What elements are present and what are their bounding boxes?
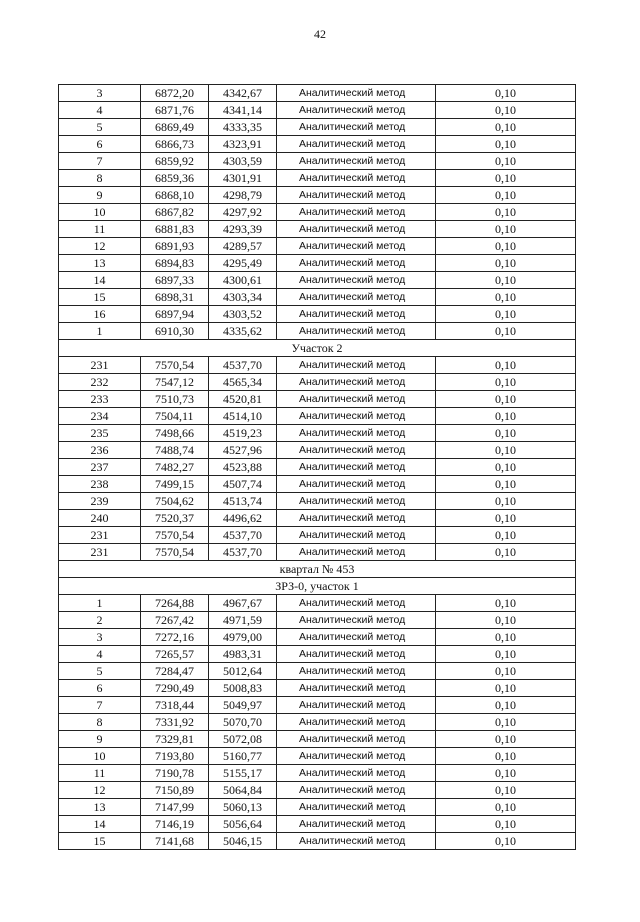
x-coordinate-cell: 6869,49 <box>141 119 209 136</box>
method-cell: Аналитический метод <box>277 255 436 272</box>
x-coordinate-cell: 7488,74 <box>141 442 209 459</box>
table-row <box>59 357 576 374</box>
point-number-cell: 12 <box>59 238 141 255</box>
accuracy-cell: 0,10 <box>436 170 576 187</box>
method-cell: Аналитический метод <box>277 663 436 680</box>
point-number-cell: 231 <box>59 527 141 544</box>
accuracy-cell: 0,10 <box>436 731 576 748</box>
table-row <box>59 544 576 561</box>
method-cell: Аналитический метод <box>277 374 436 391</box>
table-row <box>59 493 576 510</box>
method-cell: Аналитический метод <box>277 102 436 119</box>
point-number-cell: 240 <box>59 510 141 527</box>
y-coordinate-cell: 4971,59 <box>209 612 277 629</box>
accuracy-cell: 0,10 <box>436 204 576 221</box>
table-row <box>59 816 576 833</box>
section-header-row <box>59 561 576 578</box>
table-row <box>59 119 576 136</box>
method-cell: Аналитический метод <box>277 680 436 697</box>
point-number-cell: 14 <box>59 272 141 289</box>
table-row <box>59 612 576 629</box>
table-row <box>59 629 576 646</box>
x-coordinate-cell: 7147,99 <box>141 799 209 816</box>
x-coordinate-cell: 7504,11 <box>141 408 209 425</box>
method-cell: Аналитический метод <box>277 119 436 136</box>
x-coordinate-cell: 6868,10 <box>141 187 209 204</box>
table-row <box>59 799 576 816</box>
point-number-cell: 15 <box>59 289 141 306</box>
point-number-cell: 5 <box>59 663 141 680</box>
y-coordinate-cell: 5056,64 <box>209 816 277 833</box>
accuracy-cell: 0,10 <box>436 714 576 731</box>
method-cell: Аналитический метод <box>277 306 436 323</box>
x-coordinate-cell: 6894,83 <box>141 255 209 272</box>
table-row <box>59 714 576 731</box>
point-number-cell: 13 <box>59 799 141 816</box>
table-row <box>59 476 576 493</box>
table-row <box>59 765 576 782</box>
point-number-cell: 236 <box>59 442 141 459</box>
y-coordinate-cell: 5072,08 <box>209 731 277 748</box>
y-coordinate-cell: 4303,34 <box>209 289 277 306</box>
point-number-cell: 8 <box>59 170 141 187</box>
accuracy-cell: 0,10 <box>436 323 576 340</box>
accuracy-cell: 0,10 <box>436 357 576 374</box>
method-cell: Аналитический метод <box>277 799 436 816</box>
table-row <box>59 442 576 459</box>
point-number-cell: 10 <box>59 204 141 221</box>
y-coordinate-cell: 5060,13 <box>209 799 277 816</box>
point-number-cell: 2 <box>59 612 141 629</box>
section-title: ЗРЗ-0, участок 1 <box>59 578 576 595</box>
method-cell: Аналитический метод <box>277 425 436 442</box>
coordinates-table <box>58 84 576 850</box>
y-coordinate-cell: 4979,00 <box>209 629 277 646</box>
y-coordinate-cell: 5008,83 <box>209 680 277 697</box>
x-coordinate-cell: 6859,92 <box>141 153 209 170</box>
x-coordinate-cell: 6881,83 <box>141 221 209 238</box>
method-cell: Аналитический метод <box>277 714 436 731</box>
y-coordinate-cell: 4303,52 <box>209 306 277 323</box>
section-title: квартал № 453 <box>59 561 576 578</box>
x-coordinate-cell: 7264,88 <box>141 595 209 612</box>
method-cell: Аналитический метод <box>277 442 436 459</box>
method-cell: Аналитический метод <box>277 170 436 187</box>
accuracy-cell: 0,10 <box>436 493 576 510</box>
y-coordinate-cell: 4342,67 <box>209 85 277 102</box>
accuracy-cell: 0,10 <box>436 663 576 680</box>
y-coordinate-cell: 5012,64 <box>209 663 277 680</box>
method-cell: Аналитический метод <box>277 136 436 153</box>
accuracy-cell: 0,10 <box>436 272 576 289</box>
method-cell: Аналитический метод <box>277 408 436 425</box>
y-coordinate-cell: 4537,70 <box>209 357 277 374</box>
point-number-cell: 238 <box>59 476 141 493</box>
y-coordinate-cell: 4298,79 <box>209 187 277 204</box>
method-cell: Аналитический метод <box>277 629 436 646</box>
accuracy-cell: 0,10 <box>436 425 576 442</box>
y-coordinate-cell: 5155,17 <box>209 765 277 782</box>
method-cell: Аналитический метод <box>277 646 436 663</box>
point-number-cell: 6 <box>59 136 141 153</box>
y-coordinate-cell: 4301,91 <box>209 170 277 187</box>
y-coordinate-cell: 4333,35 <box>209 119 277 136</box>
point-number-cell: 11 <box>59 765 141 782</box>
table-row <box>59 170 576 187</box>
method-cell: Аналитический метод <box>277 527 436 544</box>
method-cell: Аналитический метод <box>277 357 436 374</box>
table-row <box>59 272 576 289</box>
x-coordinate-cell: 7570,54 <box>141 357 209 374</box>
accuracy-cell: 0,10 <box>436 595 576 612</box>
method-cell: Аналитический метод <box>277 289 436 306</box>
x-coordinate-cell: 7504,62 <box>141 493 209 510</box>
x-coordinate-cell: 7329,81 <box>141 731 209 748</box>
table-row <box>59 204 576 221</box>
x-coordinate-cell: 7520,37 <box>141 510 209 527</box>
y-coordinate-cell: 4523,88 <box>209 459 277 476</box>
method-cell: Аналитический метод <box>277 833 436 850</box>
y-coordinate-cell: 4323,91 <box>209 136 277 153</box>
table-row <box>59 527 576 544</box>
accuracy-cell: 0,10 <box>436 544 576 561</box>
x-coordinate-cell: 7570,54 <box>141 527 209 544</box>
y-coordinate-cell: 4565,34 <box>209 374 277 391</box>
table-row <box>59 323 576 340</box>
y-coordinate-cell: 4967,67 <box>209 595 277 612</box>
x-coordinate-cell: 6866,73 <box>141 136 209 153</box>
x-coordinate-cell: 7499,15 <box>141 476 209 493</box>
accuracy-cell: 0,10 <box>436 646 576 663</box>
point-number-cell: 16 <box>59 306 141 323</box>
table-row <box>59 391 576 408</box>
table-row <box>59 306 576 323</box>
method-cell: Аналитический метод <box>277 476 436 493</box>
table-row <box>59 833 576 850</box>
table-row <box>59 459 576 476</box>
method-cell: Аналитический метод <box>277 748 436 765</box>
table-row <box>59 646 576 663</box>
y-coordinate-cell: 4527,96 <box>209 442 277 459</box>
table-row <box>59 680 576 697</box>
method-cell: Аналитический метод <box>277 595 436 612</box>
y-coordinate-cell: 5160,77 <box>209 748 277 765</box>
method-cell: Аналитический метод <box>277 85 436 102</box>
method-cell: Аналитический метод <box>277 731 436 748</box>
table-row <box>59 85 576 102</box>
y-coordinate-cell: 4537,70 <box>209 544 277 561</box>
page-number: 42 <box>314 27 326 41</box>
table-row <box>59 510 576 527</box>
point-number-cell: 8 <box>59 714 141 731</box>
y-coordinate-cell: 4341,14 <box>209 102 277 119</box>
x-coordinate-cell: 7284,47 <box>141 663 209 680</box>
y-coordinate-cell: 4520,81 <box>209 391 277 408</box>
x-coordinate-cell: 7190,78 <box>141 765 209 782</box>
accuracy-cell: 0,10 <box>436 153 576 170</box>
table-row <box>59 136 576 153</box>
y-coordinate-cell: 4289,57 <box>209 238 277 255</box>
x-coordinate-cell: 7547,12 <box>141 374 209 391</box>
point-number-cell: 10 <box>59 748 141 765</box>
method-cell: Аналитический метод <box>277 391 436 408</box>
method-cell: Аналитический метод <box>277 612 436 629</box>
table-row <box>59 153 576 170</box>
section-header-row <box>59 578 576 595</box>
accuracy-cell: 0,10 <box>436 765 576 782</box>
method-cell: Аналитический метод <box>277 204 436 221</box>
point-number-cell: 235 <box>59 425 141 442</box>
method-cell: Аналитический метод <box>277 782 436 799</box>
accuracy-cell: 0,10 <box>436 629 576 646</box>
point-number-cell: 232 <box>59 374 141 391</box>
x-coordinate-cell: 6897,33 <box>141 272 209 289</box>
point-number-cell: 12 <box>59 782 141 799</box>
x-coordinate-cell: 7318,44 <box>141 697 209 714</box>
accuracy-cell: 0,10 <box>436 374 576 391</box>
method-cell: Аналитический метод <box>277 493 436 510</box>
table-row <box>59 187 576 204</box>
table-row <box>59 255 576 272</box>
x-coordinate-cell: 7146,19 <box>141 816 209 833</box>
x-coordinate-cell: 6859,36 <box>141 170 209 187</box>
y-coordinate-cell: 5064,84 <box>209 782 277 799</box>
method-cell: Аналитический метод <box>277 544 436 561</box>
method-cell: Аналитический метод <box>277 323 436 340</box>
y-coordinate-cell: 5049,97 <box>209 697 277 714</box>
y-coordinate-cell: 4295,49 <box>209 255 277 272</box>
table-row <box>59 374 576 391</box>
y-coordinate-cell: 5070,70 <box>209 714 277 731</box>
x-coordinate-cell: 7570,54 <box>141 544 209 561</box>
y-coordinate-cell: 4303,59 <box>209 153 277 170</box>
method-cell: Аналитический метод <box>277 765 436 782</box>
accuracy-cell: 0,10 <box>436 816 576 833</box>
y-coordinate-cell: 4537,70 <box>209 527 277 544</box>
accuracy-cell: 0,10 <box>436 748 576 765</box>
method-cell: Аналитический метод <box>277 697 436 714</box>
method-cell: Аналитический метод <box>277 459 436 476</box>
x-coordinate-cell: 7482,27 <box>141 459 209 476</box>
method-cell: Аналитический метод <box>277 221 436 238</box>
x-coordinate-cell: 6867,82 <box>141 204 209 221</box>
method-cell: Аналитический метод <box>277 816 436 833</box>
accuracy-cell: 0,10 <box>436 527 576 544</box>
point-number-cell: 7 <box>59 153 141 170</box>
point-number-cell: 231 <box>59 544 141 561</box>
table-row <box>59 782 576 799</box>
method-cell: Аналитический метод <box>277 272 436 289</box>
table-row <box>59 425 576 442</box>
accuracy-cell: 0,10 <box>436 476 576 493</box>
x-coordinate-cell: 7290,49 <box>141 680 209 697</box>
x-coordinate-cell: 6897,94 <box>141 306 209 323</box>
x-coordinate-cell: 7265,57 <box>141 646 209 663</box>
table-row <box>59 238 576 255</box>
y-coordinate-cell: 4519,23 <box>209 425 277 442</box>
point-number-cell: 237 <box>59 459 141 476</box>
point-number-cell: 15 <box>59 833 141 850</box>
table-row <box>59 595 576 612</box>
x-coordinate-cell: 6891,93 <box>141 238 209 255</box>
table-row <box>59 102 576 119</box>
accuracy-cell: 0,10 <box>436 799 576 816</box>
point-number-cell: 13 <box>59 255 141 272</box>
point-number-cell: 233 <box>59 391 141 408</box>
table-row <box>59 748 576 765</box>
accuracy-cell: 0,10 <box>436 697 576 714</box>
y-coordinate-cell: 5046,15 <box>209 833 277 850</box>
point-number-cell: 1 <box>59 595 141 612</box>
x-coordinate-cell: 7498,66 <box>141 425 209 442</box>
table-row <box>59 663 576 680</box>
accuracy-cell: 0,10 <box>436 187 576 204</box>
point-number-cell: 4 <box>59 646 141 663</box>
point-number-cell: 5 <box>59 119 141 136</box>
y-coordinate-cell: 4300,61 <box>209 272 277 289</box>
x-coordinate-cell: 6871,76 <box>141 102 209 119</box>
method-cell: Аналитический метод <box>277 153 436 170</box>
accuracy-cell: 0,10 <box>436 782 576 799</box>
point-number-cell: 9 <box>59 731 141 748</box>
x-coordinate-cell: 7331,92 <box>141 714 209 731</box>
accuracy-cell: 0,10 <box>436 833 576 850</box>
point-number-cell: 9 <box>59 187 141 204</box>
point-number-cell: 3 <box>59 629 141 646</box>
coordinates-table-body <box>59 85 576 850</box>
accuracy-cell: 0,10 <box>436 442 576 459</box>
accuracy-cell: 0,10 <box>436 119 576 136</box>
method-cell: Аналитический метод <box>277 187 436 204</box>
section-title: Участок 2 <box>59 340 576 357</box>
x-coordinate-cell: 7510,73 <box>141 391 209 408</box>
point-number-cell: 7 <box>59 697 141 714</box>
y-coordinate-cell: 4335,62 <box>209 323 277 340</box>
x-coordinate-cell: 7150,89 <box>141 782 209 799</box>
x-coordinate-cell: 7193,80 <box>141 748 209 765</box>
y-coordinate-cell: 4293,39 <box>209 221 277 238</box>
y-coordinate-cell: 4496,62 <box>209 510 277 527</box>
accuracy-cell: 0,10 <box>436 85 576 102</box>
table-row <box>59 731 576 748</box>
table-row <box>59 408 576 425</box>
point-number-cell: 14 <box>59 816 141 833</box>
point-number-cell: 11 <box>59 221 141 238</box>
method-cell: Аналитический метод <box>277 510 436 527</box>
table-row <box>59 697 576 714</box>
accuracy-cell: 0,10 <box>436 391 576 408</box>
accuracy-cell: 0,10 <box>436 510 576 527</box>
y-coordinate-cell: 4514,10 <box>209 408 277 425</box>
x-coordinate-cell: 6872,20 <box>141 85 209 102</box>
point-number-cell: 6 <box>59 680 141 697</box>
x-coordinate-cell: 7272,16 <box>141 629 209 646</box>
y-coordinate-cell: 4513,74 <box>209 493 277 510</box>
point-number-cell: 234 <box>59 408 141 425</box>
accuracy-cell: 0,10 <box>436 221 576 238</box>
x-coordinate-cell: 7141,68 <box>141 833 209 850</box>
accuracy-cell: 0,10 <box>436 680 576 697</box>
y-coordinate-cell: 4507,74 <box>209 476 277 493</box>
accuracy-cell: 0,10 <box>436 306 576 323</box>
accuracy-cell: 0,10 <box>436 459 576 476</box>
accuracy-cell: 0,10 <box>436 612 576 629</box>
accuracy-cell: 0,10 <box>436 289 576 306</box>
y-coordinate-cell: 4297,92 <box>209 204 277 221</box>
point-number-cell: 231 <box>59 357 141 374</box>
method-cell: Аналитический метод <box>277 238 436 255</box>
point-number-cell: 1 <box>59 323 141 340</box>
x-coordinate-cell: 6898,31 <box>141 289 209 306</box>
accuracy-cell: 0,10 <box>436 238 576 255</box>
section-header-row <box>59 340 576 357</box>
accuracy-cell: 0,10 <box>436 255 576 272</box>
x-coordinate-cell: 7267,42 <box>141 612 209 629</box>
y-coordinate-cell: 4983,31 <box>209 646 277 663</box>
table-row <box>59 289 576 306</box>
accuracy-cell: 0,10 <box>436 136 576 153</box>
x-coordinate-cell: 6910,30 <box>141 323 209 340</box>
point-number-cell: 239 <box>59 493 141 510</box>
accuracy-cell: 0,10 <box>436 408 576 425</box>
point-number-cell: 4 <box>59 102 141 119</box>
table-row <box>59 221 576 238</box>
point-number-cell: 3 <box>59 85 141 102</box>
accuracy-cell: 0,10 <box>436 102 576 119</box>
